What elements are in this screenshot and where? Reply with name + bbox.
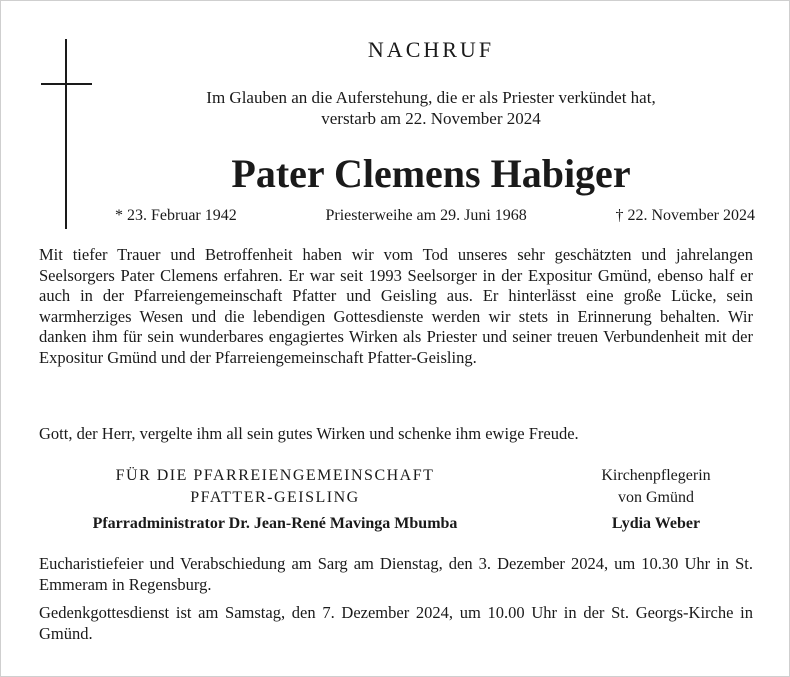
life-dates [115,207,755,225]
signature-parish [39,465,511,535]
cross-icon-bar [41,83,92,85]
cross-icon [65,39,67,229]
ordination-date: Priesterweihe am 29. Juni 1968 [325,207,527,224]
signature-parish-line-1: FÜR DIE PFARREIENGEMEINSCHAFT [115,467,435,484]
notice-title: NACHRUF [367,37,495,62]
birth-date: * 23. Februar 1942 [115,207,237,224]
signature-parish-line-2: PFATTER-GEISLING [190,489,360,506]
deceased-name: Pater Clemens Habiger [231,151,631,196]
blessing-paragraph: Gott, der Herr, vergelte ihm all sein gutes Wirken und schenke ihm ewige Freude. [39,424,579,443]
signature-warden-line-2: von Gmünd [618,489,694,506]
death-date: † 22. November 2024 [615,207,755,224]
signature-warden-name: Lydia Weber [611,515,701,532]
intro-line-1: Im Glauben an die Auferstehung, die er als Priester verkündet hat, [206,88,656,107]
memorial-service-info: Gedenkgottesdienst ist am Samstag, den 7. Dezember 2024, um 10.00 Uhr in der St. Georgs-Kirche in Gmünd. [39,603,753,643]
tribute-paragraph: Mit tiefer Trauer und Betroffenheit haben wir vom Tod unseres sehr geschätzten und jahrelangen Seelsorgers Pater Clemens erfahren. Er war seit 1993 Seelsorger in der Expositur Gmünd, ebenso half er auch in der Pfarreiengemeinschaft Pfatter und Geisling aus. Er hinterlässt eine große Lücke, sein warmherziges Wesen und die lebendigen Gottesdienste werden wir stets in Erinnerung behalten. Wir danken ihm für sein wunderbares engagiertes Wirken als Priester und seiner treuen Verbundenheit mit der Expositur Gmünd und der Pfarreiengemeinschaft Pfatter-Geisling. [39,245,753,367]
signature-warden-line-1: Kirchenpflegerin [601,467,711,484]
signature-parish-name: Pfarradministrator Dr. Jean-René Mavinga Mbumba [92,515,458,532]
signature-church-warden [549,465,763,535]
funeral-service-info: Eucharistiefeier und Verabschiedung am Sarg am Dienstag, den 3. Dezember 2024, um 10.30 Uhr in St. Emmeram in Regensburg. [39,554,753,594]
intro-line-2: verstarb am 22. November 2024 [321,109,541,128]
intro-text [101,87,761,129]
